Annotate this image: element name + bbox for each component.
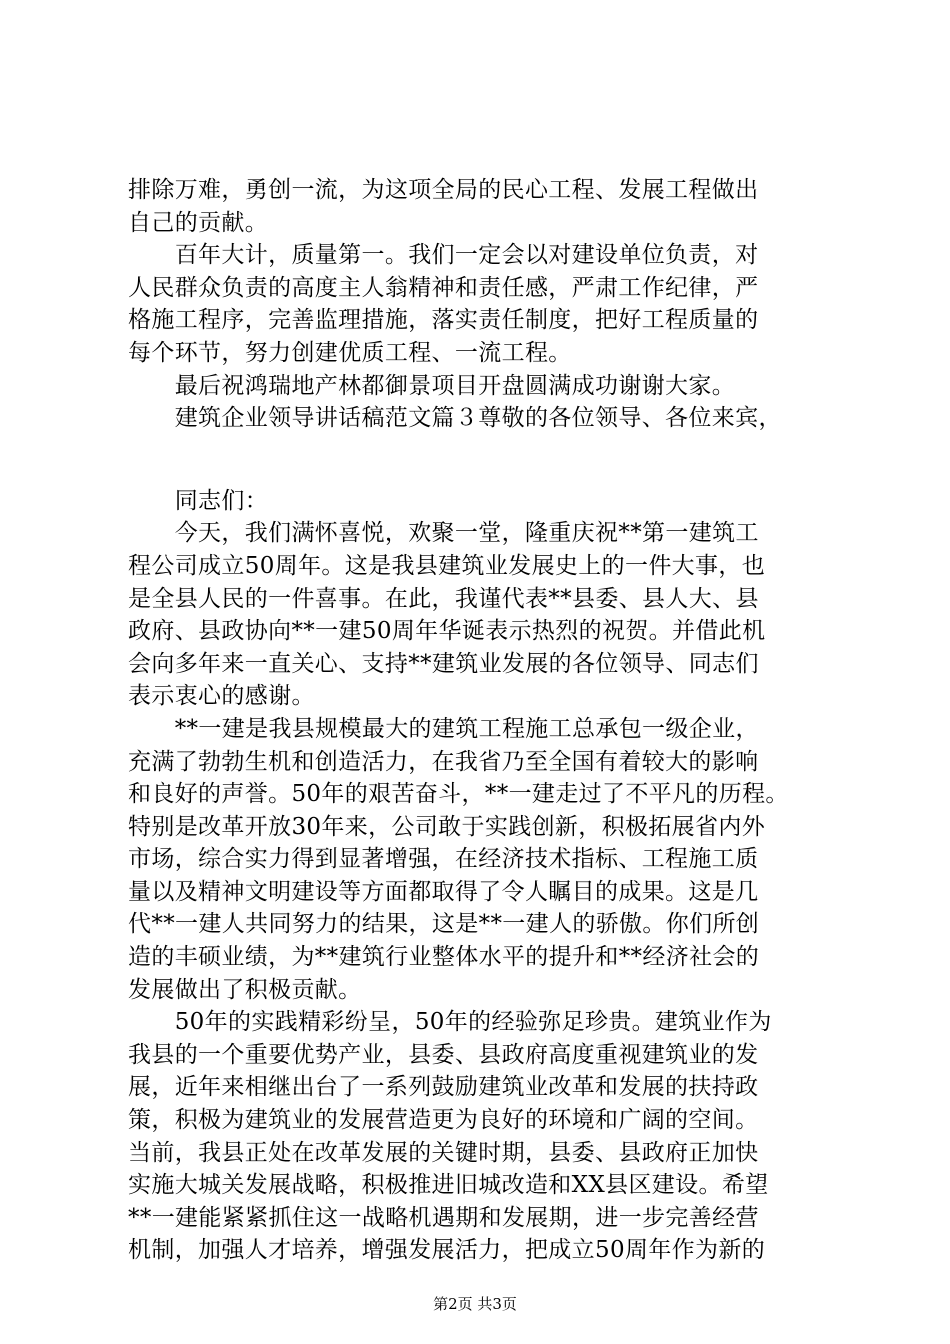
text-line: 展，近年来相继出台了一系列鼓励建筑业改革和发展的扶持政 [128, 1074, 759, 1101]
text-line: 机制，加强人才培养，增强发展活力，把成立50周年作为新的 [128, 1237, 766, 1264]
text-line: **一建能紧紧抓住这一战略机遇期和发展期，进一步完善经营 [128, 1204, 759, 1231]
text-line: 政府、县政协向**一建50周年华诞表示热烈的祝贺。并借此机 [128, 618, 766, 645]
text-line: 和良好的声誉。50年的艰苦奋斗，**一建走过了不平凡的历程。 [128, 781, 789, 808]
text-line: 今天，我们满怀喜悦，欢聚一堂，隆重庆祝**第一建筑工 [128, 520, 759, 547]
text-line: 人民群众负责的高度主人翁精神和责任感，严肃工作纪律，严 [128, 274, 759, 301]
text-line: 排除万难，勇创一流，为这项全局的民心工程、发展工程做出 [128, 177, 759, 203]
text-line: 会向多年来一直关心、支持**建筑业发展的各位领导、同志们 [128, 650, 759, 677]
text-line: 市场，综合实力得到显著增强，在经济技术指标、工程施工质 [128, 846, 759, 873]
text-line: 建筑企业领导讲话稿范文篇３尊敬的各位领导、各位来宾， [128, 405, 782, 432]
text-line: 百年大计，质量第一。我们一定会以对建设单位负责，对 [128, 242, 759, 269]
text-line: **一建是我县规模最大的建筑工程施工总承包一级企业， [128, 715, 759, 742]
text-line: 格施工程序，完善监理措施，落实责任制度，把好工程质量的 [128, 307, 759, 334]
paragraph-gap [128, 435, 828, 485]
text-line: 充满了勃勃生机和创造活力，在我省乃至全国有着较大的影响 [128, 748, 759, 775]
text-line: 量以及精神文明建设等方面都取得了令人瞩目的成果。这是几 [128, 878, 759, 905]
text-line: 特别是改革开放30年来，公司敢于实践创新，积极拓展省内外 [128, 813, 766, 840]
text-line: 代**一建人共同努力的结果，这是**一建人的骄傲。你们所创 [128, 911, 760, 938]
text-line: 造的丰硕业绩，为**建筑行业整体水平的提升和**经济社会的 [128, 944, 760, 971]
text-line: 同志们： [128, 487, 269, 514]
page-number-footer: 第2页 共3页 [433, 1295, 517, 1313]
text-line: 实施大城关发展战略，积极推进旧城改造和XX县区建设。希望 [128, 1172, 769, 1199]
text-line: 是全县人民的一件喜事。在此，我谨代表**县委、县人大、县 [128, 585, 759, 612]
text-line: 当前，我县正处在改革发展的关键时期，县委、县政府正加快 [128, 1139, 759, 1166]
text-line: 策，积极为建筑业的发展营造更为良好的环境和广阔的空间。 [128, 1107, 759, 1134]
text-line: 发展做出了积极贡献。 [128, 976, 362, 1003]
text-line: 程公司成立50周年。这是我县建筑业发展史上的一件大事，也 [128, 552, 766, 579]
text-line: 最后祝鸿瑞地产林都御景项目开盘圆满成功谢谢大家。 [128, 372, 736, 399]
text-line: 表示衷心的感谢。 [128, 683, 315, 710]
text-line: 每个环节，努力创建优质工程、一流工程。 [128, 339, 572, 366]
text-line: 自己的贡献。 [128, 209, 269, 236]
document-body [128, 174, 828, 1267]
text-line: 我县的一个重要优势产业，县委、县政府高度重视建筑业的发 [128, 1041, 759, 1068]
text-line: 50年的实践精彩纷呈，50年的经验弥足珍贵。建筑业作为 [128, 1009, 772, 1036]
